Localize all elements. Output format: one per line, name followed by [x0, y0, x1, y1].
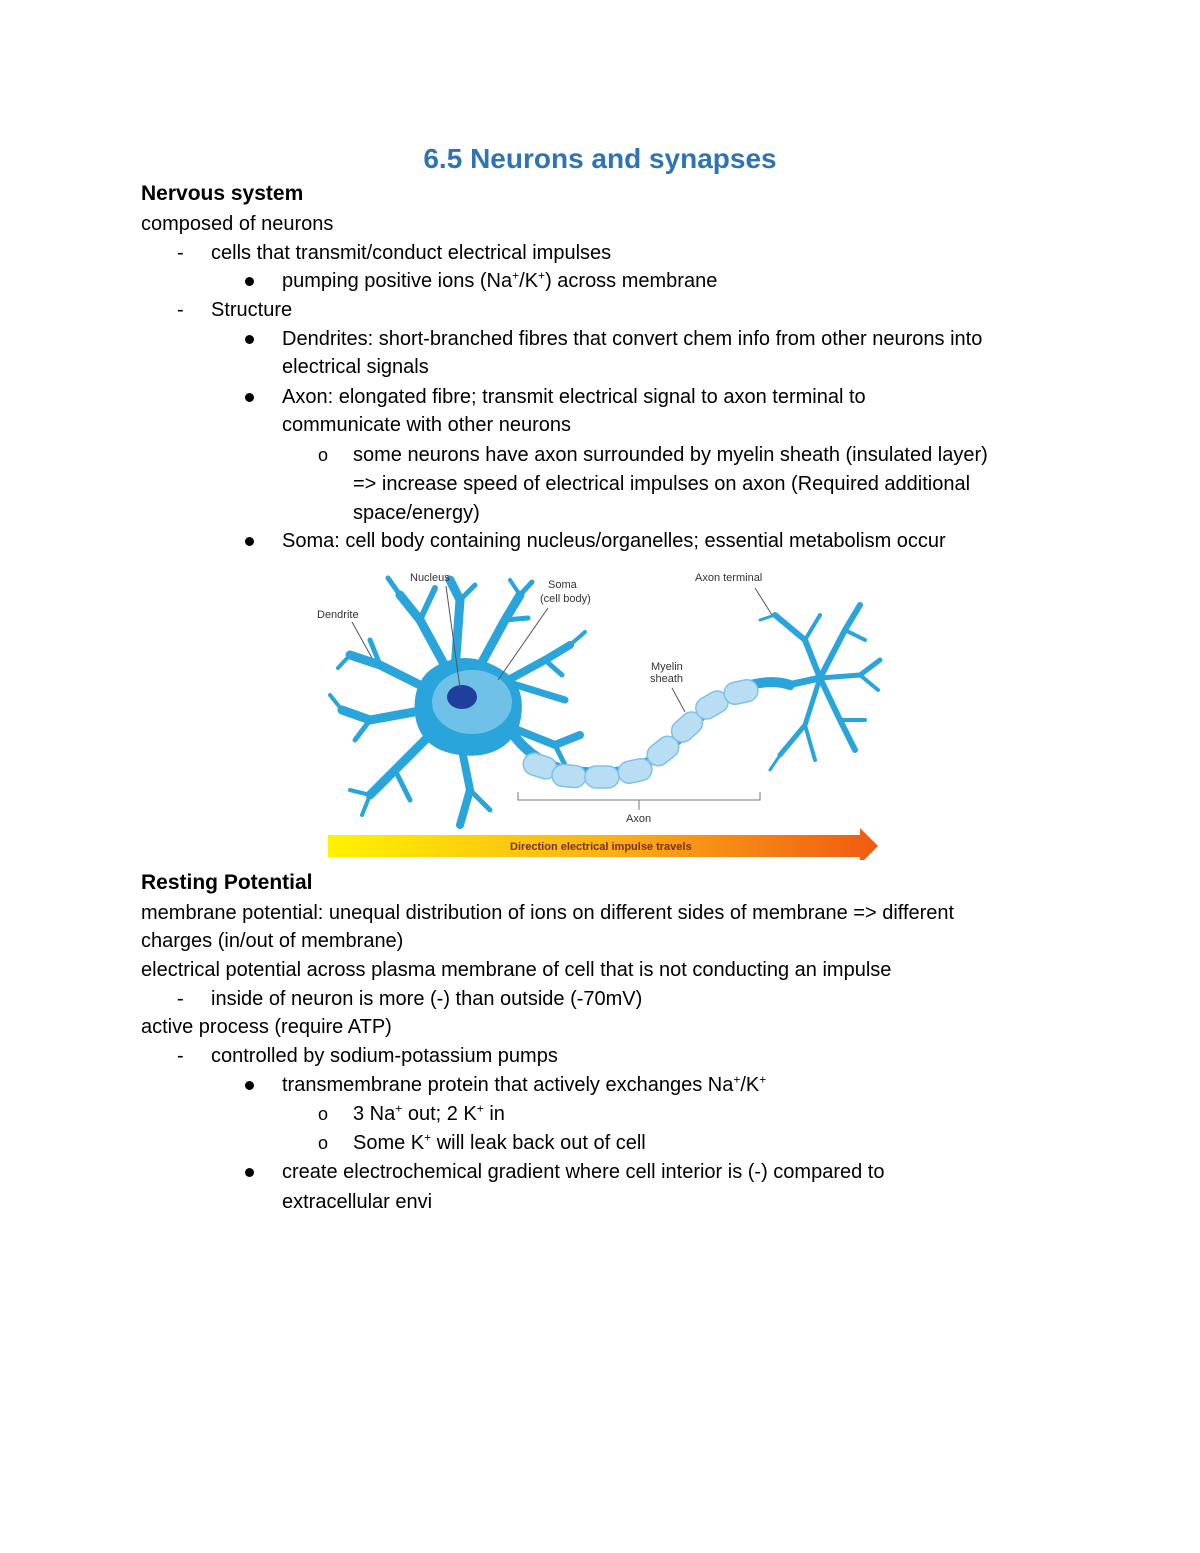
body-text: membrane potential: unequal distribution of ions on different sides of membrane => different: [141, 902, 955, 924]
dash-marker: -: [177, 988, 184, 1010]
list-item: create electrochemical gradient where cell interior is (-) compared to: [282, 1161, 885, 1183]
list-item-continued: extracellular envi: [282, 1191, 433, 1213]
label-nucleus: Nucleus: [410, 572, 450, 584]
bullet-dot-icon: [245, 1168, 254, 1177]
circle-marker: o: [318, 1104, 329, 1124]
label-dendrite: Dendrite: [317, 609, 359, 621]
circle-marker: o: [318, 1133, 329, 1153]
label-axon-terminal: Axon terminal: [695, 572, 763, 584]
axon-terminal: [760, 605, 880, 770]
nucleus: [447, 685, 477, 709]
list-item: pumping positive ions (Na+/K+) across membrane: [282, 268, 718, 292]
label-axon: Axon: [626, 813, 652, 825]
list-item: Structure: [211, 299, 293, 321]
label-myelin-sheath: sheath: [650, 673, 684, 685]
list-item: inside of neuron is more (-) than outside (-70mV): [211, 988, 643, 1010]
body-text: charges (in/out of membrane): [141, 930, 404, 952]
list-item-continued: => increase speed of electrical impulses on axon (Required additional: [353, 473, 971, 495]
section-heading-resting-potential: Resting Potential: [141, 871, 313, 894]
list-item-continued: communicate with other neurons: [282, 414, 572, 436]
list-item: Some K+ will leak back out of cell: [353, 1130, 646, 1154]
axon-bracket: [518, 792, 760, 810]
bullet-dot-icon: [245, 537, 254, 546]
dash-marker: -: [177, 1045, 184, 1067]
bullet-dot-icon: [245, 335, 254, 344]
bullet-dot-icon: [245, 1081, 254, 1090]
label-direction: Direction electrical impulse travels: [510, 841, 692, 853]
list-item: cells that transmit/conduct electrical impulses: [211, 242, 612, 264]
list-item: controlled by sodium-potassium pumps: [211, 1045, 558, 1067]
list-item: 3 Na+ out; 2 K+ in: [353, 1101, 505, 1125]
bullet-dot-icon: [245, 393, 254, 402]
page-title: 6.5 Neurons and synapses: [423, 143, 777, 174]
section-heading-nervous-system: Nervous system: [141, 182, 304, 205]
list-item: Soma: cell body containing nucleus/organelles; essential metabolism occur: [282, 530, 946, 552]
intro-text: composed of neurons: [141, 213, 334, 235]
list-item: Axon: elongated fibre; transmit electrical signal to axon terminal to: [282, 386, 866, 408]
bullet-dot-icon: [245, 277, 254, 286]
label-soma-cell-body: (cell body): [540, 593, 591, 605]
circle-marker: o: [318, 445, 329, 465]
label-soma: Soma: [548, 579, 577, 591]
body-text: active process (require ATP): [141, 1016, 392, 1038]
list-item: Dendrites: short-branched fibres that convert chem info from other neurons into: [282, 328, 983, 350]
list-item-continued: electrical signals: [282, 356, 429, 378]
body-text: electrical potential across plasma membrane of cell that is not conducting an impulse: [141, 959, 892, 981]
list-item: some neurons have axon surrounded by myelin sheath (insulated layer): [353, 444, 988, 466]
dash-marker: -: [177, 242, 184, 264]
list-item: transmembrane protein that actively exchanges Na+/K+: [282, 1072, 767, 1096]
list-item-continued: space/energy): [353, 502, 480, 524]
label-myelin: Myelin: [651, 661, 683, 673]
neuron-diagram: [300, 560, 890, 860]
dash-marker: -: [177, 299, 184, 321]
